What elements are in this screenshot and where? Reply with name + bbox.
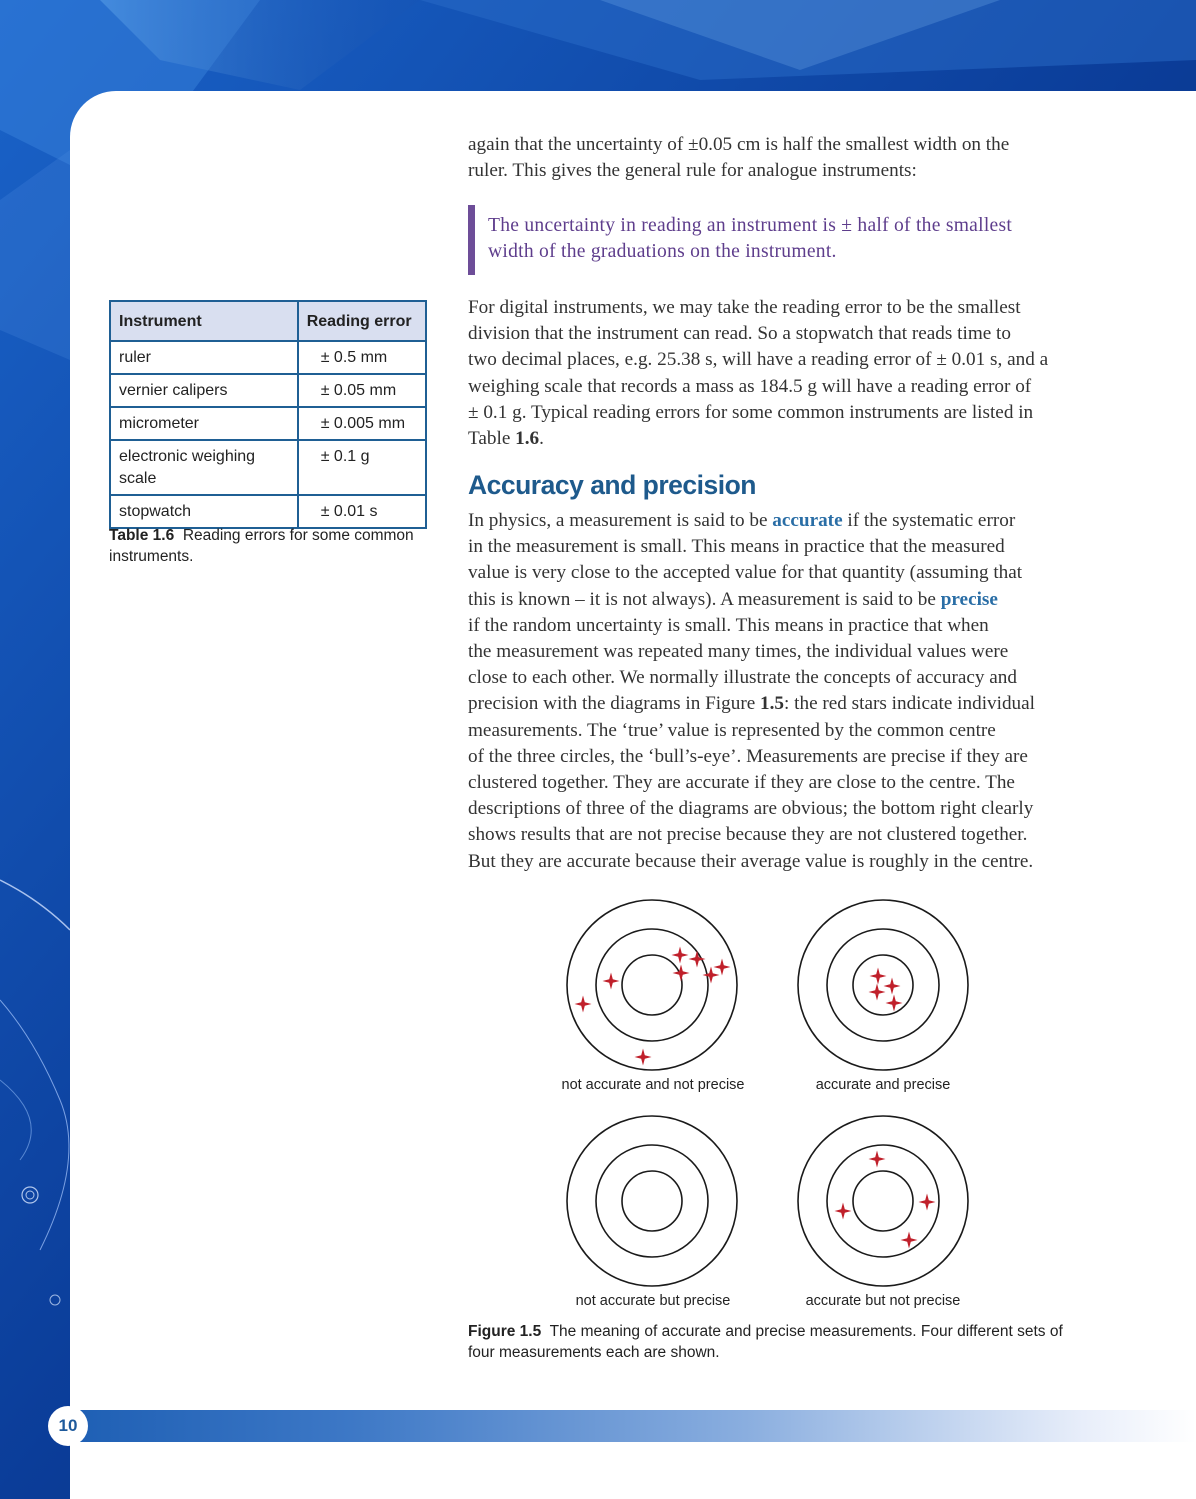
measurement-star-icon: [603, 973, 620, 990]
key-rule-line: width of the graduations on the instrument.: [488, 241, 837, 262]
measurement-star-icon: [672, 947, 689, 964]
target-ring: [596, 929, 708, 1041]
measurement-star-icon: [901, 1232, 918, 1249]
term-precise: precise: [940, 588, 998, 610]
instrument-cell: vernier calipers: [110, 374, 298, 407]
figure-caption-text: The meaning of accurate and precise measurements. Four different sets of four measurements each are shown.: [468, 1323, 1063, 1361]
footer-bar: [70, 1410, 1196, 1442]
body-line: in the measurement is small. This means in practice that the measured: [468, 536, 1005, 558]
body-line: two decimal places, e.g. 25.38 s, will have a reading error of ± 0.01 s, and a: [468, 349, 1049, 371]
body-line: For digital instruments, we may take the reading error to be the smallest: [468, 297, 1021, 318]
key-rule-line: The uncertainty in reading an instrument is ± half of the smallest: [488, 215, 1013, 236]
body-line: division that the instrument can read. So a stopwatch that reads time to: [468, 323, 1011, 345]
body-line: But they are accurate because their average value is roughly in the centre.: [468, 850, 1034, 872]
target-label: accurate and precise: [815, 1077, 951, 1093]
measurement-star-icon: [869, 984, 886, 1001]
table-header-row: [110, 301, 426, 341]
body-line: clustered together. They are accurate if they are close to the centre. The: [468, 772, 1015, 794]
target-ring: [798, 900, 968, 1070]
body-line: close to each other. We normally illustrate the concepts of accuracy and: [468, 667, 1017, 689]
table-row: [110, 440, 426, 495]
target-ring: [853, 1171, 913, 1231]
body-text: precision with the diagrams in Figure: [468, 693, 761, 715]
body-text: if the systematic error: [842, 510, 1016, 531]
target-ring: [853, 955, 913, 1015]
body-line: ± 0.1 g. Typical reading errors for some common instruments are listed in: [468, 401, 1034, 423]
table-row: [110, 407, 426, 440]
target-ring: [622, 955, 682, 1015]
body-line: [468, 691, 1070, 717]
instrument-cell: stopwatch: [110, 495, 298, 528]
reading-error-cell: ± 0.1 g: [298, 440, 426, 495]
table-caption: [109, 525, 429, 567]
figure-caption-label: Figure 1.5: [468, 1323, 542, 1340]
bullseye-target: [798, 900, 968, 1070]
body-line: [468, 508, 1070, 534]
body-line: the measurement was repeated many times, the individual values were: [468, 641, 1009, 663]
body-line: shows results that are not precise because they are not clustered together.: [468, 824, 1028, 846]
target-ring: [827, 929, 939, 1041]
intro-line: again that the uncertainty of ±0.05 cm is half the smallest width on the: [468, 134, 1010, 155]
reading-error-cell: ± 0.5 mm: [298, 341, 426, 374]
measurement-star-icon: [919, 1194, 936, 1211]
page-number: 10: [48, 1406, 88, 1446]
body-line: if the random uncertainty is small. This means in practice that when: [468, 614, 989, 636]
measurement-star-icon: [869, 1151, 886, 1168]
body-text: : the red stars indicate individual: [784, 693, 1035, 715]
target-ring: [798, 1116, 968, 1286]
measurement-star-icon: [835, 1203, 852, 1220]
column-header: Reading error: [298, 301, 426, 341]
term-accurate: accurate: [772, 510, 843, 531]
intro-line: ruler. This gives the general rule for analogue instruments:: [468, 160, 917, 182]
accuracy-paragraph: [468, 508, 1070, 875]
measurement-star-icon: [689, 951, 706, 968]
reading-error-cell: ± 0.005 mm: [298, 407, 426, 440]
reading-error-cell: ± 0.01 s: [298, 495, 426, 528]
measurement-star-icon: [575, 996, 592, 1013]
key-rule-box: [468, 205, 1068, 275]
target-ring: [567, 1116, 737, 1286]
bullseye-target: [567, 947, 737, 1287]
body-line: [468, 587, 1070, 613]
table-caption-label: Table 1.6: [109, 527, 175, 544]
body-text: Table: [468, 428, 516, 450]
reading-errors-table: [109, 300, 427, 529]
table-row: [110, 374, 426, 407]
table-reference[interactable]: 1.6: [515, 428, 540, 450]
table-row: [110, 341, 426, 374]
measurement-star-icon: [635, 1049, 652, 1066]
target-label: not accurate but precise: [575, 1293, 731, 1309]
measurement-star-icon: [714, 959, 731, 976]
body-line: of the three circles, the ‘bull’s-eye’. Measurements are precise if they are: [468, 745, 1028, 767]
measurement-star-icon: [870, 968, 887, 985]
section-heading: Accuracy and precision: [468, 470, 756, 500]
measurement-star-icon: [884, 978, 901, 995]
target-label: accurate but not precise: [805, 1293, 961, 1309]
table-row: [110, 495, 426, 528]
instrument-cell: micrometer: [110, 407, 298, 440]
body-text: .: [539, 428, 544, 450]
digital-paragraph: [468, 295, 1070, 452]
reading-error-cell: ± 0.05 mm: [298, 374, 426, 407]
body-line: value is very close to the accepted value for that quantity (assuming that: [468, 562, 1023, 584]
instrument-cell: electronic weighing scale: [110, 440, 298, 495]
target-ring: [622, 1171, 682, 1231]
body-line: measurements. The ‘true’ value is represented by the common centre: [468, 719, 996, 741]
body-text: In physics, a measurement is said to be: [468, 510, 773, 531]
body-line: weighing scale that records a mass as 184.5 g will have a reading error of: [468, 375, 1032, 397]
body-line: [468, 426, 1070, 452]
figure-caption: [468, 1321, 1078, 1363]
table-caption-text: Reading errors for some common instruments.: [109, 527, 414, 565]
bullseye-target: [567, 900, 737, 1070]
bullseye-target: [798, 1116, 968, 1286]
target-ring: [596, 1145, 708, 1257]
target-ring: [827, 1145, 939, 1257]
body-text: this is known – it is not always). A measurement is said to be: [468, 588, 941, 610]
body-line: descriptions of three of the diagrams are obvious; the bottom right clearly: [468, 798, 1034, 820]
targets-diagram: [555, 895, 995, 1320]
column-header: Instrument: [110, 301, 298, 341]
intro-paragraph: [468, 132, 1070, 184]
target-ring: [567, 900, 737, 1070]
target-label: not accurate and not precise: [561, 1077, 745, 1093]
figure-reference[interactable]: 1.5: [760, 693, 785, 715]
figure-targets: [555, 895, 995, 1320]
instrument-cell: ruler: [110, 341, 298, 374]
